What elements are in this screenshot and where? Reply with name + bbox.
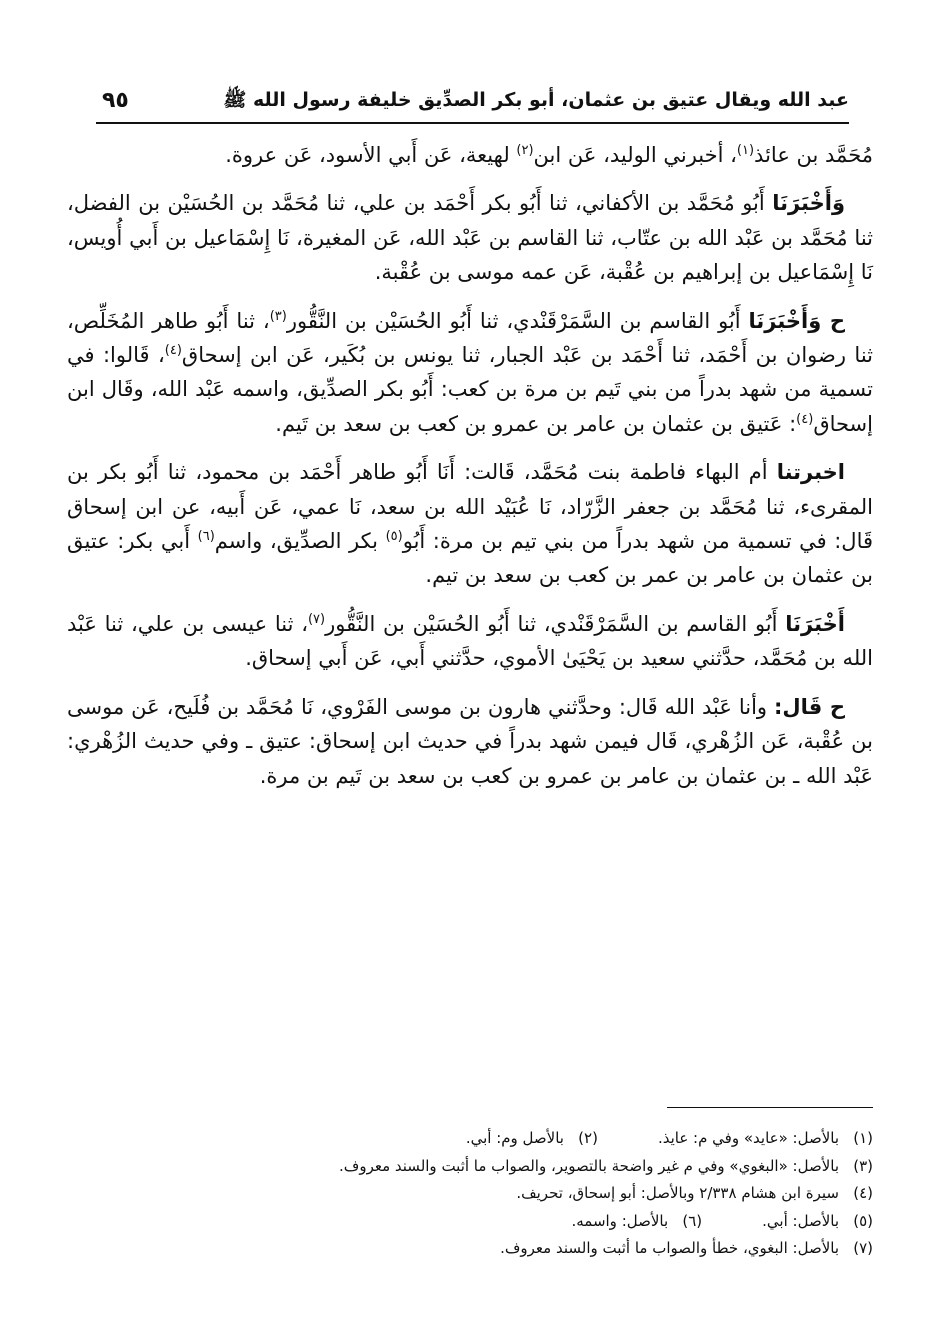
footnote-separator xyxy=(667,1107,873,1108)
footnote-row xyxy=(67,1153,873,1181)
footnote-row xyxy=(67,1125,873,1153)
paragraph-lead: ح قَال: xyxy=(774,694,846,719)
footnote-ref: (٣) xyxy=(269,308,287,324)
paragraph xyxy=(67,186,873,289)
paragraph-text: أَبُو القاسم بن السَّمَرْقَنْدي، ثنا أَبُو الحُسَيْن بن النَّقُّور xyxy=(286,308,749,333)
footnote-ref: (٤) xyxy=(796,411,814,427)
paragraph-text: بكر الصدِّيق، واسم xyxy=(214,529,386,554)
paragraph-text: مُحَمَّد بن عائذ xyxy=(754,143,873,167)
footnote-ref: (٦) xyxy=(197,529,215,545)
footnote-text: سيرة ابن هشام ٢/٣٣٨ وبالأصل: أبو إسحاق، تحريف. xyxy=(516,1184,839,1203)
footnote-row xyxy=(67,1180,873,1208)
paragraph-lead: وَأَخْبَرَنَا xyxy=(772,191,845,216)
paragraph-text: ، أخبرني الوليد، عَن ابن xyxy=(533,143,737,167)
paragraph xyxy=(67,304,873,442)
paragraph-lead: ح وَأَخْبَرَنَا xyxy=(748,308,845,333)
footnotes xyxy=(67,1125,873,1263)
paragraph-text: أم البهاء فاطمة بنت مُحَمَّد، قَالت: أَنَا أَبُو طاهر أَحْمَد بن محمود، ثنا أَبُو بكر بن المقرىء، ثنا مُحَمَّد بن جعفر الزَّرّاد، نَا عُبَيْد الله بن سعد، نَا عمي، عَن أَبيه، عن ابن إسحاق قَال: في تسمية من شهد بدراً من بني تيم بن مرة: أَبُو xyxy=(67,460,874,554)
footnote-number: (٥) xyxy=(853,1211,873,1230)
paragraph-text: ، ثنا عيسى بن علي، ثنا عَبْد الله بن مُحَمَّد، حدَّثني سعيد بن يَحْيَىٰ الأموي، حدَّثني أَبي، عَن أَبي إسحاق. xyxy=(67,611,873,671)
footnote-ref: (٧) xyxy=(307,611,326,627)
footnote-text: بالأصل: «البغوي» وفي م غير واضحة بالتصوير، والصواب ما أثبت والسند معروف. xyxy=(339,1156,839,1175)
paragraph-text: أَبُو مُحَمَّد بن الأكفاني، ثنا أَبُو بكر أَحْمَد بن علي، ثنا مُحَمَّد بن الحُسَيْن بن الفضل، ثنا مُحَمَّد بن عَبْد الله بن عتّاب، ثنا القاسم بن عَبْد الله، عَن المغيرة، نَا إِسْمَاعيل بن أَبي أُويس، نَا إِسْمَاعيل بن إبراهيم بن عُقْبة، عَن عمه موسى بن عُقْبة. xyxy=(67,191,873,285)
footnote-number: (٧) xyxy=(853,1239,873,1258)
paragraph-text: أَبُو القاسم بن السَّمَرْقَنْدي، ثنا أَبُو الحُسَيْن بن النَّقُّور xyxy=(325,611,786,636)
paragraph-text: ، ثنا أَبُو طاهر المُخَلِّص، ثنا رضوان بن أَحْمَد، ثنا أَحْمَد بن عَبْد الجبار، ثنا يونس بن بُكَير، عَن ابن إسحاق xyxy=(67,308,874,368)
footnote-text: بالأصل: «عايد» وفي م: عايذ. xyxy=(657,1129,839,1147)
footnote-ref: (٥) xyxy=(385,529,403,545)
paragraph-lead: اخبرتنا xyxy=(776,460,845,485)
footnote-text: بالأصل: أبي. xyxy=(762,1211,839,1230)
paragraph-text: لهيعة، عَن أَبي الأسود، عَن عروة. xyxy=(225,143,517,167)
footnote-row xyxy=(67,1208,873,1236)
footnote-ref: (١) xyxy=(736,143,755,158)
paragraph-text: أَبي بكر: عتيق بن عثمان بن عامر بن عمر بن كعب بن سعد بن تيم. xyxy=(67,529,873,588)
footnote-number: (٤) xyxy=(853,1184,873,1203)
paragraph-text: : عَتيق بن عثمان بن عامر بن عمرو بن كعب بن سعد بن تَيم. xyxy=(275,411,797,436)
paragraph-lead: أَخْبَرَنَا xyxy=(785,611,845,636)
footnote-number: (٣) xyxy=(853,1156,873,1175)
page-number: ٩٥ xyxy=(102,88,129,113)
running-header xyxy=(96,82,849,124)
footnote-number: (٢) xyxy=(578,1129,598,1147)
paragraph xyxy=(67,690,873,793)
footnote-text: بالأصل وم: أبي. xyxy=(465,1129,564,1147)
footnote-text: بالأصل: واسمه. xyxy=(571,1211,669,1230)
running-title: عبد الله ويقال عتيق بن عثمان، أبو بكر الصدِّيق خليفة رسول الله ﷺ xyxy=(223,89,849,111)
footnote-ref: (٤) xyxy=(164,343,182,359)
footnote-text: بالأصل: البغوي، خطأ والصواب ما أثبت والسند معروف. xyxy=(500,1239,839,1258)
paragraph xyxy=(67,455,873,593)
footnote-number: (٦) xyxy=(682,1211,703,1230)
paragraph xyxy=(67,607,873,676)
paragraph xyxy=(67,138,873,172)
paragraph-text: ، قَالوا: في تسمية من شهد بدراً من بني تَيم بن مرة بن كعب: أَبُو بكر الصدِّيق، واسمه عَبْد الله، وقَال ابن إسحاق xyxy=(67,343,873,436)
main-text xyxy=(67,138,873,807)
paragraph-text: وأنا عَبْد الله قَال: وحدَّثني هارون بن موسى الفَرْوي، نَا مُحَمَّد بن فُلَيح، عَن موسى بن عُقْبة، عَن الزُهْري، قَال فيمن شهد بدراً في حديث ابن إسحاق: عتيق ـ وفي حديث الزُهْري: عَبْد الله ـ بن عثمان بن عامر بن عمرو بن كعب بن سعد بن تَيم بن مرة. xyxy=(67,694,873,788)
footnote-ref: (٢) xyxy=(516,143,534,158)
footnote-number: (١) xyxy=(853,1129,873,1147)
footnote-row xyxy=(67,1235,873,1263)
